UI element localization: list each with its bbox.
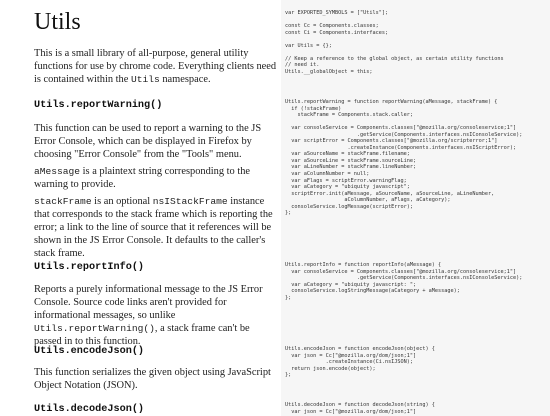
- code-block-encode-json: Utils.encodeJson = function encodeJson(object) { var json = Cc["@mozilla.org/dom/json;1"] .createInstance(Ci.nsIJSON); return json.encode(object); };: [285, 346, 435, 379]
- paragraph: Reports a purely informational message to the JS Error Console. Source code links aren't provided for informational messages, so unlike Utils.reportWarning(), a stack frame can't be passed in to this function.: [34, 284, 263, 347]
- inline-code: stackFrame: [34, 196, 92, 207]
- section-heading-report-warning: Utils.reportWarning(): [34, 100, 163, 111]
- section-heading-encode-json: Utils.encodeJson(): [34, 346, 145, 357]
- paragraph: This function can be used to report a warning to the JS Error Console, which can be displayed in Firefox by choosing "Error Console" from the "Tools" menu.: [34, 123, 262, 160]
- inline-code: nsIStackFrame: [152, 196, 228, 207]
- intro-paragraph: This is a small library of all-purpose, general utility functions for use by chrome code. Everything clients need is contained within the Utils namespace.: [34, 48, 277, 85]
- paragraph: This function serializes the given object using JavaScript Object Notation (JSON).: [34, 367, 271, 391]
- page-title: Utils: [34, 9, 81, 35]
- code-block-report-info: Utils.reportInfo = function reportInfo(aMessage) { var consoleService = Components.classes["@mozilla.org/consoleservice;1"] .getService(Components.interfaces.nsIConsoleService); var aCategory = "ubiquity javascript: "; consoleService.logStringMessage(aCategory + aMessage); };: [285, 262, 523, 301]
- paragraph: stackFrame is an optional nsIStackFrame instance that corresponds to the stack frame which is reporting the error; a link to the line of source that it references will be shown in the JS Error Console. It defaults to the caller's stack frame.: [34, 196, 273, 259]
- inline-code: Utils: [130, 74, 160, 85]
- paragraph: aMessage is a plaintext string corresponding to the warning to provide.: [34, 166, 251, 190]
- inline-code: Utils.reportWarning(): [34, 323, 155, 334]
- code-block-header: var EXPORTED_SYMBOLS = ["Utils"]; const Cc = Components.classes; const Ci = Components.interfaces; var Utils = {}; // Keep a reference to the global object, as certain utility functions // need it. Utils.__globalObject = this;: [285, 10, 504, 75]
- code-block-report-warning: Utils.reportWarning = function reportWarning(aMessage, stackFrame) { if (!stackFrame) stackFrame = Components.stack.caller; var consoleService = Components.classes["@mozilla.org/consoleservice;1"] .getService(Components.interfaces.nsIConsoleService); var scriptError = Components.classes["@mozilla.org/scripterror;1"] .createInstance(Components.interfaces.nsIScriptError); var aSourceName = stackFrame.filename; var aSourceLine = stackFrame.sourceLine; var aLineNumber = stackFrame.lineNumber; var aColumnNumber = null; var aFlags = scriptError.warningFlag; var aCategory = "ubiquity javascript"; scriptError.init(aMessage, aSourceName, aSourceLine, aLineNumber, aColumnNumber, aFlags, aCategory); consoleService.logMessage(scriptError); };: [285, 99, 523, 217]
- inline-code: aMessage: [34, 166, 81, 177]
- section-heading-report-info: Utils.reportInfo(): [34, 262, 145, 273]
- code-block-decode-json: Utils.decodeJson = function decodeJson(string) { var json = Cc["@mozilla.org/dom/json;1"]: [285, 402, 435, 415]
- section-heading-decode-json: Utils.decodeJson(): [34, 404, 145, 415]
